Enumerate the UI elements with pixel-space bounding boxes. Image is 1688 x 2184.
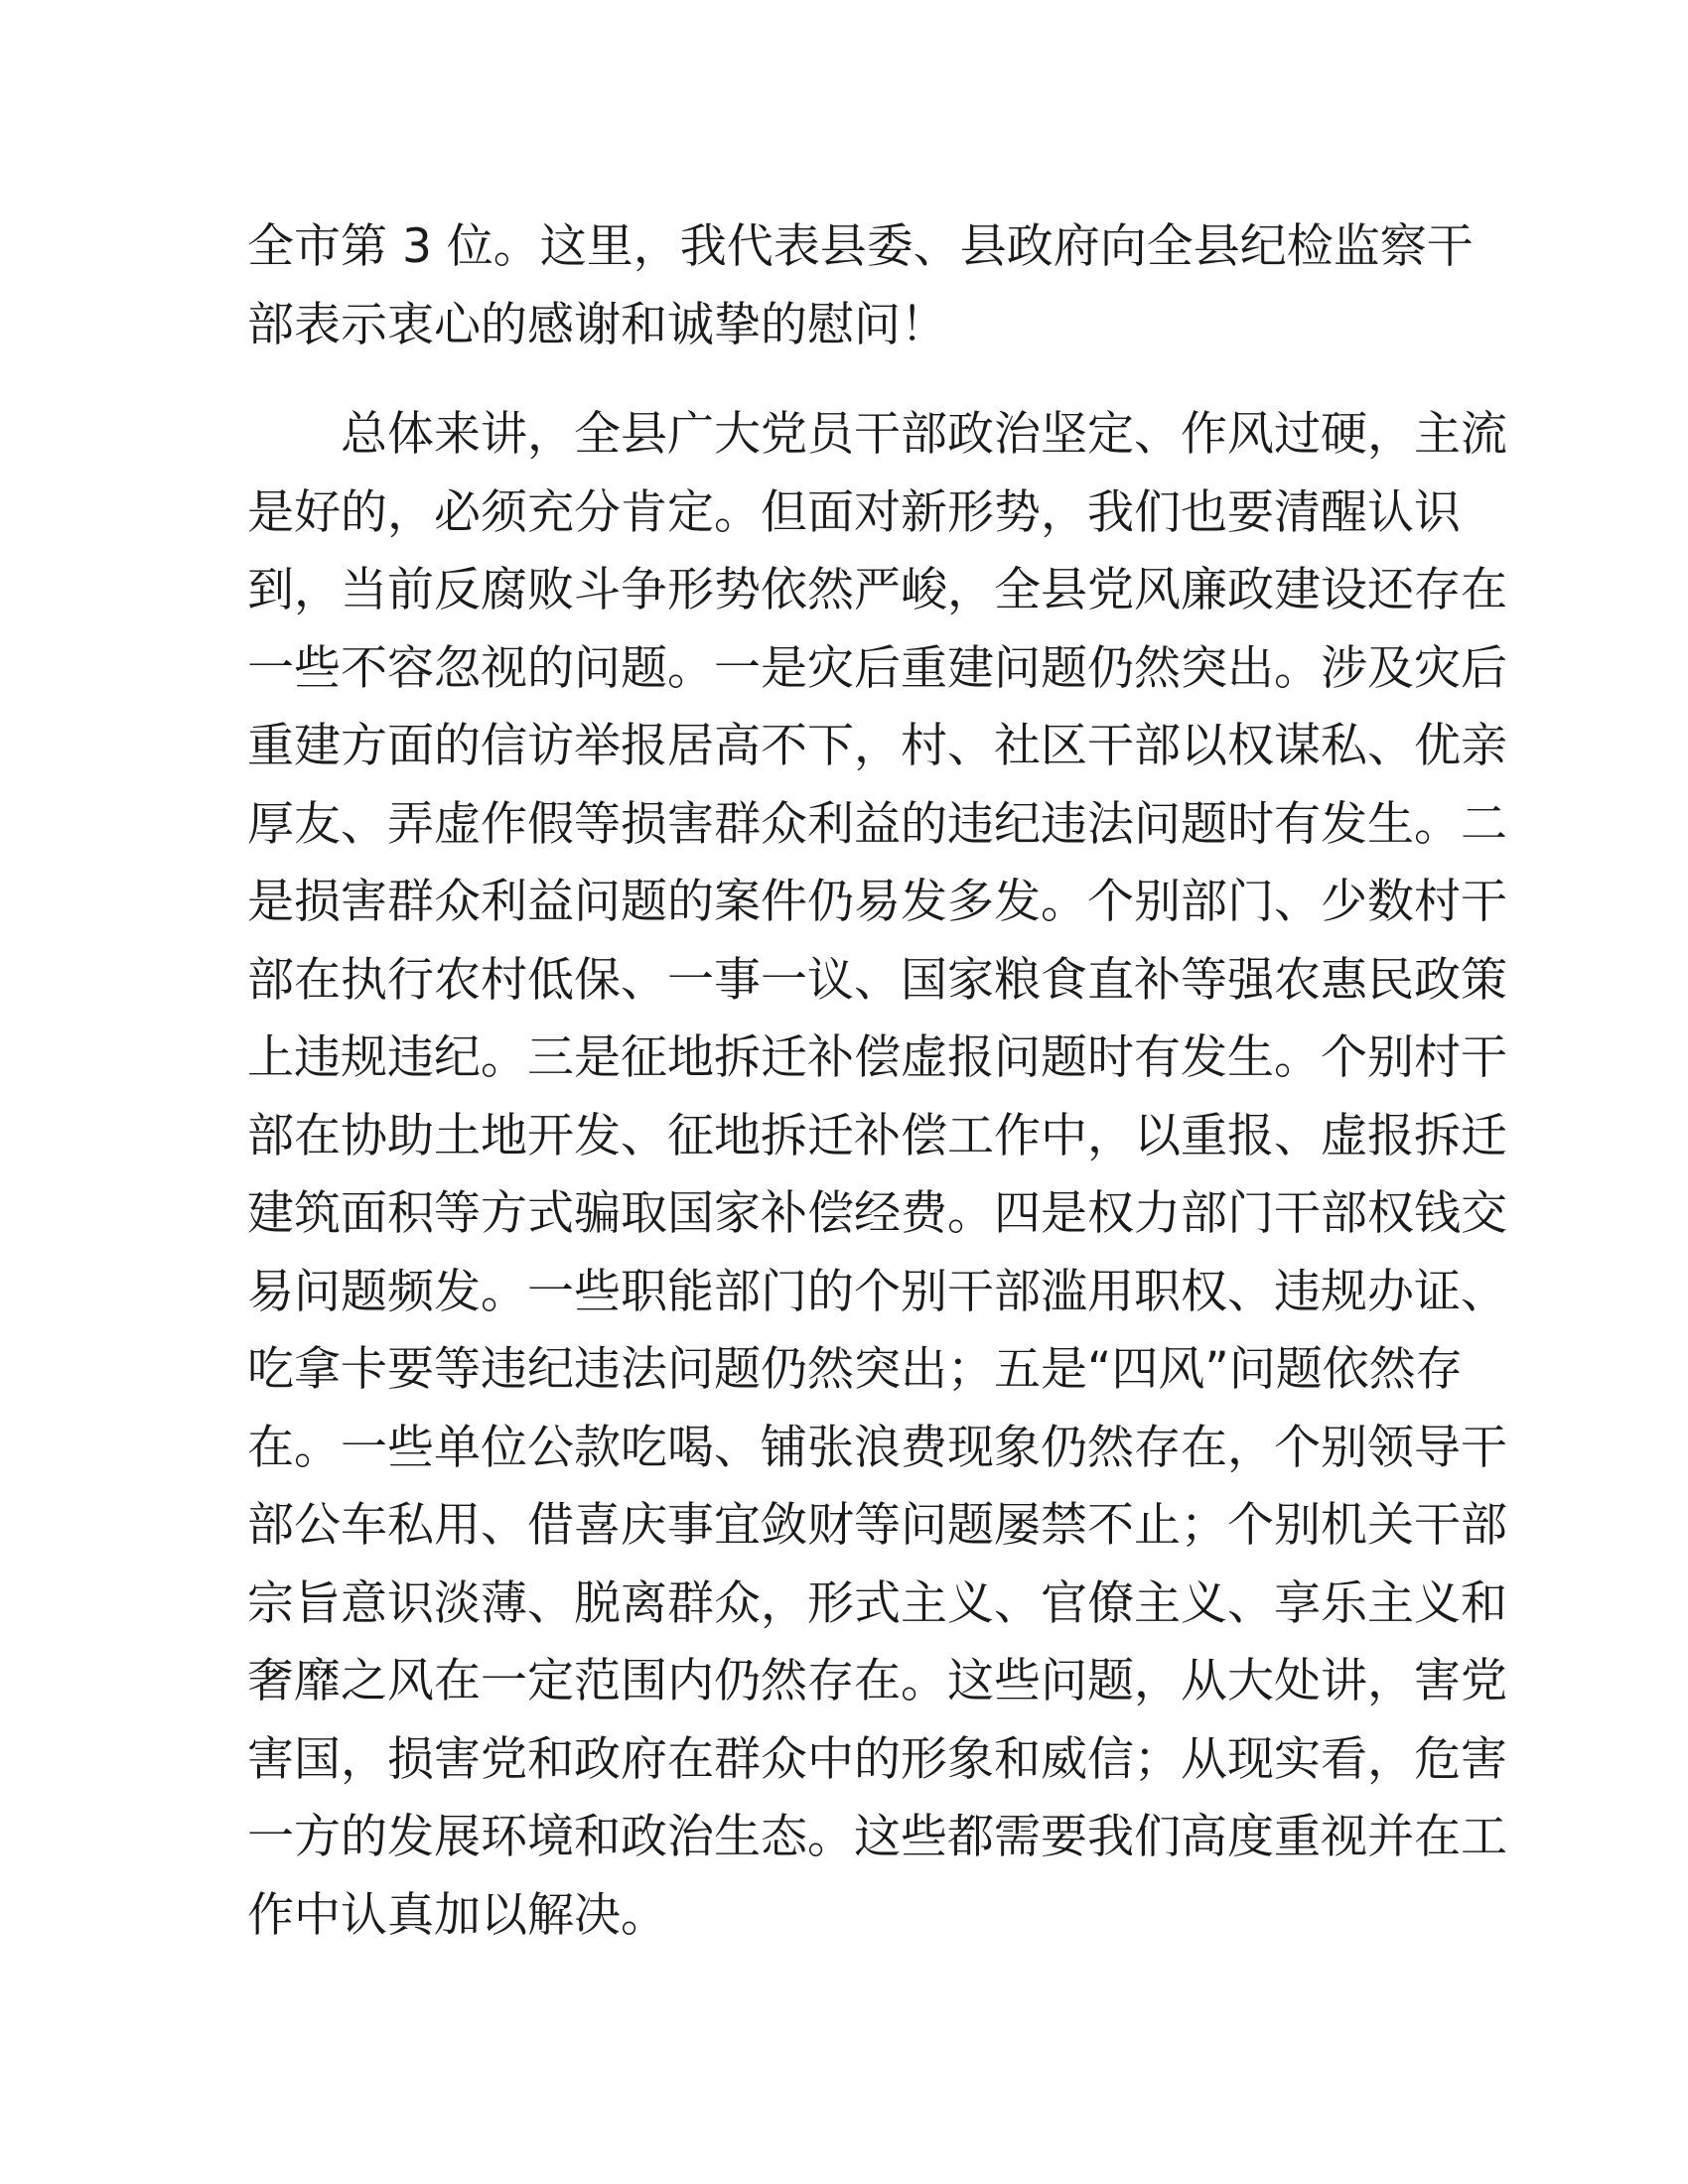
paragraph-line: 部在协助土地开发、征地拆迁补偿工作中，以重报、虚报拆迁 — [247, 1108, 1507, 1163]
paragraph-line: 害国，损害党和政府在群众中的形象和威信；从现实看，危害 — [247, 1731, 1507, 1787]
paragraph-line: 重建方面的信访举报居高不下，村、社区干部以权谋私、优亲 — [247, 719, 1507, 773]
paragraph-line: 吃拿卡要等违纪违法问题仍然突出；五是“四风”问题依然存 — [247, 1342, 1463, 1397]
paragraph-line: 上违规违纪。三是征地拆迁补偿虚报问题时有发生。个别村干 — [247, 1030, 1507, 1085]
paragraph-line: 建筑面积等方式骗取国家补偿经费。四是权力部门干部权钱交 — [247, 1186, 1507, 1241]
paragraph-line: 易问题频发。一些职能部门的个别干部滥用职权、违规办证、 — [247, 1264, 1507, 1319]
paragraph-line: 奢靡之风在一定范围内仍然存在。这些问题，从大处讲，害党 — [247, 1654, 1507, 1708]
paragraph-line: 全市第 3 位。这里，我代表县委、县政府向全县纪检监察干 — [247, 219, 1474, 274]
paragraph-line: 宗旨意识淡薄、脱离群众，形式主义、官僚主义、享乐主义和 — [247, 1575, 1507, 1631]
paragraph-line: 一方的发展环境和政治生态。这些都需要我们高度重视并在工 — [247, 1810, 1507, 1864]
paragraph-line: 是损害群众利益问题的案件仍易发多发。个别部门、少数村干 — [247, 875, 1507, 929]
paragraph-spacing — [247, 364, 1441, 396]
paragraph-line: 作中认真加以解决。 — [247, 1887, 667, 1943]
paragraph-line: 到，当前反腐败斗争形势依然严峻，全县党风廉政建设还存在 — [247, 563, 1507, 617]
paragraph-line: 部公车私用、借喜庆事宜敛财等问题屡禁不止；个别机关干部 — [247, 1498, 1507, 1553]
paragraph-line: 是好的，必须充分肯定。但面对新形势，我们也要清醒认识 — [247, 484, 1461, 540]
paragraph-line: 总体来讲，全县广大党员干部政治坚定、作风过硬，主流 — [341, 407, 1507, 462]
paragraph-line: 厚友、弄虚作假等损害群众利益的违纪违法问题时有发生。二 — [247, 796, 1507, 852]
paragraph-line: 部表示衷心的感谢和诚挚的慰问！ — [247, 297, 947, 352]
paragraph-1 — [247, 208, 1474, 364]
paragraph-2 — [247, 396, 1507, 1955]
paragraph-line: 部在执行农村低保、一事一议、国家粮食直补等强农惠民政策 — [247, 952, 1507, 1008]
paragraph-line: 一些不容忽视的问题。一是灾后重建问题仍然突出。涉及灾后 — [247, 640, 1507, 696]
document-body — [247, 208, 1507, 1955]
paragraph-line: 在。一些单位公款吃喝、铺张浪费现象仍然存在，个别领导干 — [247, 1420, 1507, 1475]
